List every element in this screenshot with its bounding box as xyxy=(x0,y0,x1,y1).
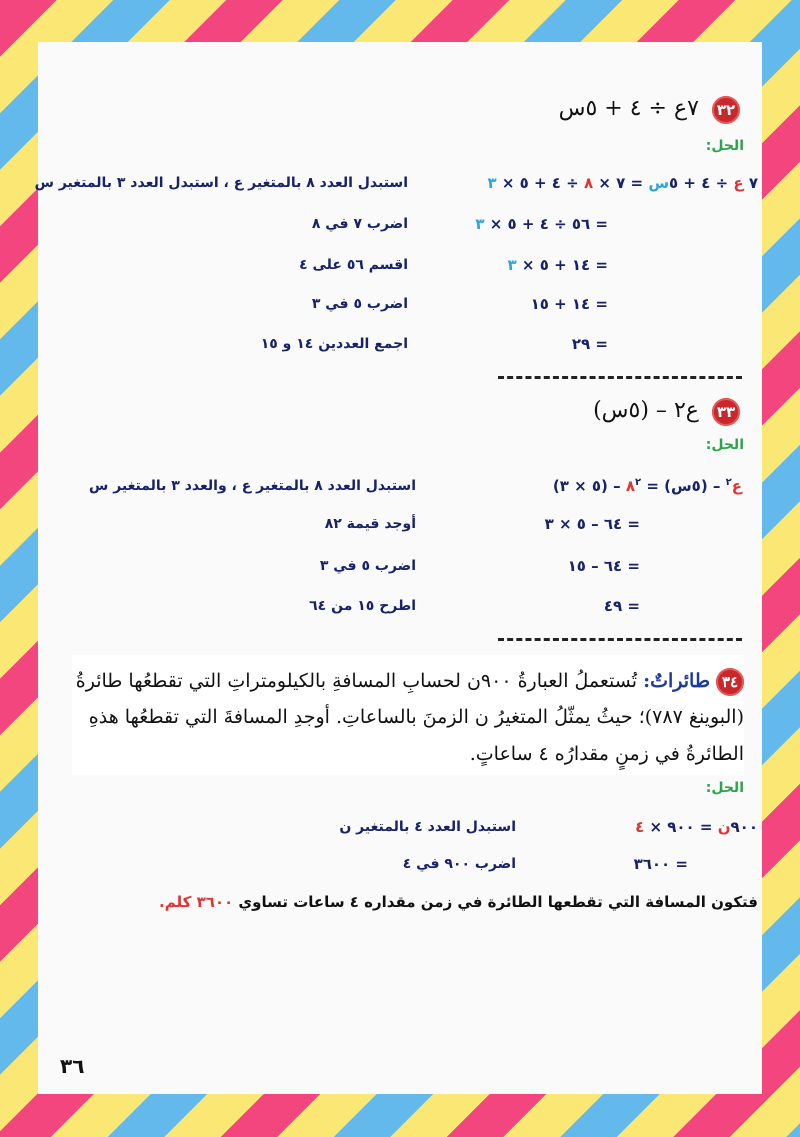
q32-step2: = ٥٦ ÷ ٤ + ٥ × ٣ xyxy=(475,215,608,233)
q32-step3: = ١٤ + ٥ × ٣ xyxy=(507,256,608,274)
q33-badge: ٣٣ xyxy=(712,398,740,426)
q34-answer: ٣٦٠٠ كلم. xyxy=(159,893,234,911)
q32-step5-note: اجمع العددين ١٤ و ١٥ xyxy=(260,336,408,352)
q33-step2-note: أوجد قيمة ٨٢ xyxy=(324,516,416,532)
q34-line2: (البوينغ ٧٨٧)؛ حيثُ يمثّلُ المتغيرُ ن الزمنَ بالساعاتِ. أوجدِ المسافةَ التي تقطعُها هذهِ xyxy=(88,706,744,728)
q33-step3: = ٦٤ – ١٥ xyxy=(567,557,640,575)
q34-conclusion: فتكون المسافة التي تقطعها الطائرة في زمن مقداره ٤ ساعات تساوي ٣٦٠٠ كلم. xyxy=(159,893,758,911)
q32-step4-note: اضرب ٥ في ٣ xyxy=(311,296,408,312)
q33-step4-note: اطرح ١٥ من ٦٤ xyxy=(309,598,416,614)
q34-line1: ٣٤ طائراتٌ: تُستعملُ العبارةُ ٩٠٠ن لحسابِ المسافةِ بالكيلومتراتِ التي تقطعُها طائرةُ xyxy=(76,668,744,696)
q32-solution-label: الحل: xyxy=(705,138,744,154)
q32-step1: ٧ ع ÷ ٤ + ٥س = ٧ × ٨ ÷ ٤ + ٥ × ٣ xyxy=(487,174,758,192)
q33-step4: = ٤٩ xyxy=(603,597,640,615)
q33-step3-note: اضرب ٥ في ٣ xyxy=(319,558,416,574)
q33-header xyxy=(593,398,740,426)
q33-solution-label: الحل: xyxy=(705,437,744,453)
q33-step2: = ٦٤ – ٥ × ٣ xyxy=(544,515,640,533)
q33-expression: ع٢ – (٥س) xyxy=(593,398,699,423)
q34-step1-note: استبدل العدد ٤ بالمتغير ن xyxy=(339,819,516,835)
page-number: ٣٦ xyxy=(60,1054,85,1078)
q34-badge: ٣٤ xyxy=(716,668,744,696)
q32-step5: = ٢٩ xyxy=(571,335,608,353)
q32-badge: ٣٢ xyxy=(712,96,740,124)
q34-title: طائراتٌ: xyxy=(643,670,710,692)
separator-1 xyxy=(498,376,742,379)
q34-step1: ٩٠٠ن = ٩٠٠ × ٤ xyxy=(635,818,758,836)
q34-step2: = ٣٦٠٠ xyxy=(633,855,688,873)
q34-step2-note: اضرب ٩٠٠ في ٤ xyxy=(402,856,516,872)
q32-step2-note: اضرب ٧ في ٨ xyxy=(311,216,408,232)
separator-2 xyxy=(498,638,742,641)
q33-step1-note: استبدل العدد ٨ بالمتغير ع ، والعدد ٣ بالمتغير س xyxy=(89,478,416,494)
q34-solution-label: الحل: xyxy=(705,780,744,796)
q32-step4: = ١٤ + ١٥ xyxy=(530,295,608,313)
q32-step1-note: استبدل العدد ٨ بالمتغير ع ، استبدل العدد ٣ بالمتغير س xyxy=(34,175,408,191)
q32-expression: ٧ع ÷ ٤ + ٥س xyxy=(558,96,699,121)
q32-step3-note: اقسم ٥٦ على ٤ xyxy=(299,257,408,273)
q33-step1: ع$^٢$ – (٥س) = $٨^٢$ – (٥ × ٣) xyxy=(552,477,742,495)
q34-line3: الطائرةُ في زمنٍ مقدارُه ٤ ساعاتٍ. xyxy=(469,743,744,765)
q32-header xyxy=(559,96,740,124)
